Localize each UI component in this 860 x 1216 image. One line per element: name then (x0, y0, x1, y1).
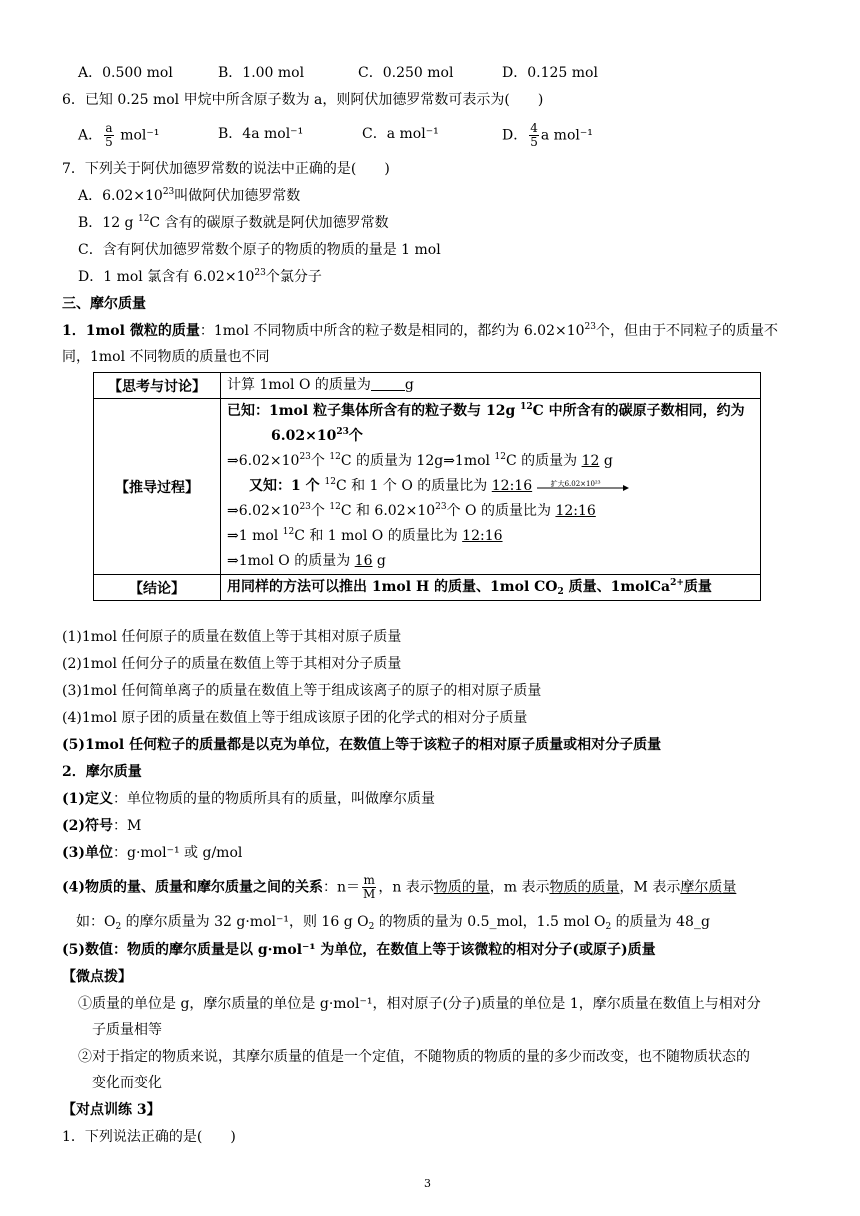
rule-5: (5)1mol 任何粒子的质量都是以克为单位，在数值上等于该粒子的相对原子质量或相对分子质量 (62, 737, 662, 753)
molar-mass-title: 2．摩尔质量 (62, 764, 142, 780)
practice-question-1: 1．下列说法正确的是( ) (62, 1129, 236, 1145)
molar-unit: (3)单位：g·mol⁻¹ 或 g/mol (62, 845, 243, 861)
q6-stem: 6．已知 0.25 mol 甲烷中所含原子数为 a，则阿伏加德罗常数可表示为( ) (62, 92, 544, 108)
practice-title: 【对点训练 3】 (62, 1102, 161, 1118)
molar-definition: (1)定义：单位物质的量的物质所具有的质量，叫做摩尔质量 (62, 791, 435, 807)
q5-option-c: C．0.250 mol (358, 65, 454, 81)
derivation-table (93, 372, 761, 601)
tip-2-line-2: 变化而变化 (92, 1075, 162, 1091)
derivation-header: 【推导过程】 (94, 399, 221, 575)
answer-blank (371, 376, 405, 391)
scale-up-arrow: 扩大6.02×10²³ (537, 476, 629, 496)
rule-4: (4)1mol 原子团的质量在数值上等于组成该原子团的化学式的相对分子质量 (62, 710, 528, 726)
q7-option-d: D．1 mol 氯含有 $6.02\times 10^{23}$个氯分子 (78, 268, 322, 285)
section-paragraph-1-cont: 同，1mol 不同物质的质量也不同 (62, 349, 270, 365)
q5-option-d: D．0.125 mol (502, 65, 598, 81)
q6-option-c: C．a mol⁻¹ (362, 126, 439, 142)
table-row (94, 575, 761, 601)
section-paragraph-1: 1．1mol 微粒的质量：1mol 不同物质中所含的粒子数是相同的，都约为 $6.02\times 10^{23}$个，但由于不同粒子的质量不 (62, 322, 778, 339)
q6-option-b: B．4a mol⁻¹ (218, 126, 304, 142)
q7-stem: 7．下列关于阿伏加德罗常数的说法中正确的是( ) (62, 161, 390, 177)
think-discuss-header: 【思考与讨论】 (94, 373, 221, 399)
rule-1: (1)1mol 任何原子的质量在数值上等于其相对原子质量 (62, 629, 402, 645)
table-row (94, 399, 761, 575)
section-title: 三、摩尔质量 (62, 296, 146, 312)
q6-option-a: A． $\frac{a}{5}$ mol⁻¹ (78, 121, 160, 149)
molar-symbol: (2)符号：M (62, 818, 142, 834)
q7-option-a: A．$6.02\times 10^{23}$叫做阿伏加德罗常数 (78, 187, 301, 204)
tip-1-line-1: ①质量的单位是 g，摩尔质量的单位是 g·mol⁻¹，相对原子(分子)质量的单位是 1，摩尔质量在数值上与相对分 (78, 996, 761, 1012)
rule-2: (2)1mol 任何分子的质量在数值上等于其相对分子质量 (62, 656, 402, 672)
molar-example: 如：$O_2$ 的摩尔质量为 32 g·mol⁻¹，则 16 g $O_2$ 的物质的量为 0.5_mol，1.5 mol $O_2$ 的质量为 48_g (76, 914, 710, 932)
q7-option-b: B．12 g $^{12}$C 含有的碳原子数就是阿伏加德罗常数 (78, 214, 389, 231)
tip-title: 【微点拨】 (62, 969, 132, 985)
tip-2-line-1: ②对于指定的物质来说，其摩尔质量的值是一个定值，不随物质的物质的量的多少而改变，也不随物质状态的 (78, 1049, 750, 1065)
q5-option-b: B．1.00 mol (218, 65, 305, 81)
conclusion-content: 用同样的方法可以推出 1mol H 的质量、1mol $CO_2$ 质量、1molCa$^{2+}$质量 (221, 575, 761, 601)
q7-option-c: C．含有阿伏加德罗常数个原子的物质的物质的量是 1 mol (78, 242, 441, 258)
rule-3: (3)1mol 任何简单离子的质量在数值上等于组成该离子的原子的相对原子质量 (62, 683, 542, 699)
tip-1-line-2: 子质量相等 (92, 1022, 162, 1038)
think-discuss-content: 计算 1mol O 的质量为 g (221, 373, 761, 399)
q6-option-d: D． $\frac{4}{5}$ a mol⁻¹ (502, 121, 593, 149)
table-row (94, 373, 761, 399)
q5-option-a: A．0.500 mol (78, 65, 173, 81)
conclusion-header: 【结论】 (94, 575, 221, 601)
molar-value: (5)数值：物质的摩尔质量是以 g·mol⁻¹ 为单位，在数值上等于该微粒的相对分子(或原子)质量 (62, 942, 656, 958)
derivation-content: 已知：1mol 粒子集体所含有的粒子数与 12g $^{12}$C 中所含有的碳原子数相同，约为 $6.02\times 10^{23}$个 $\Rightarrow 6.02\times 10^{23}$个 $^{12}$C 的质量为 12g⇒1mol $^{12}$C 的质量为 12 g 又知：1 个 $^{12}$C 和 1 个 O 的质量比为 12:16 扩大6.02×10²³ $\Rightarrow 6.02\times 10^{23}$个 $^{12}$C 和 $6.02\times 10^{23}$个 O 的质量比为 12:16 ⇒1 mol $^{12}$C 和 1 mol O 的质量比为 12:16 ⇒1mol O 的质量为 16 g (221, 399, 761, 575)
page-number: 3 (424, 1177, 431, 1190)
molar-relation: (4)物质的量、质量和摩尔质量之间的关系：n＝ $\frac{m}{M}$ ，n 表示物质的量，m 表示物质的质量，M 表示摩尔质量 (62, 873, 737, 901)
